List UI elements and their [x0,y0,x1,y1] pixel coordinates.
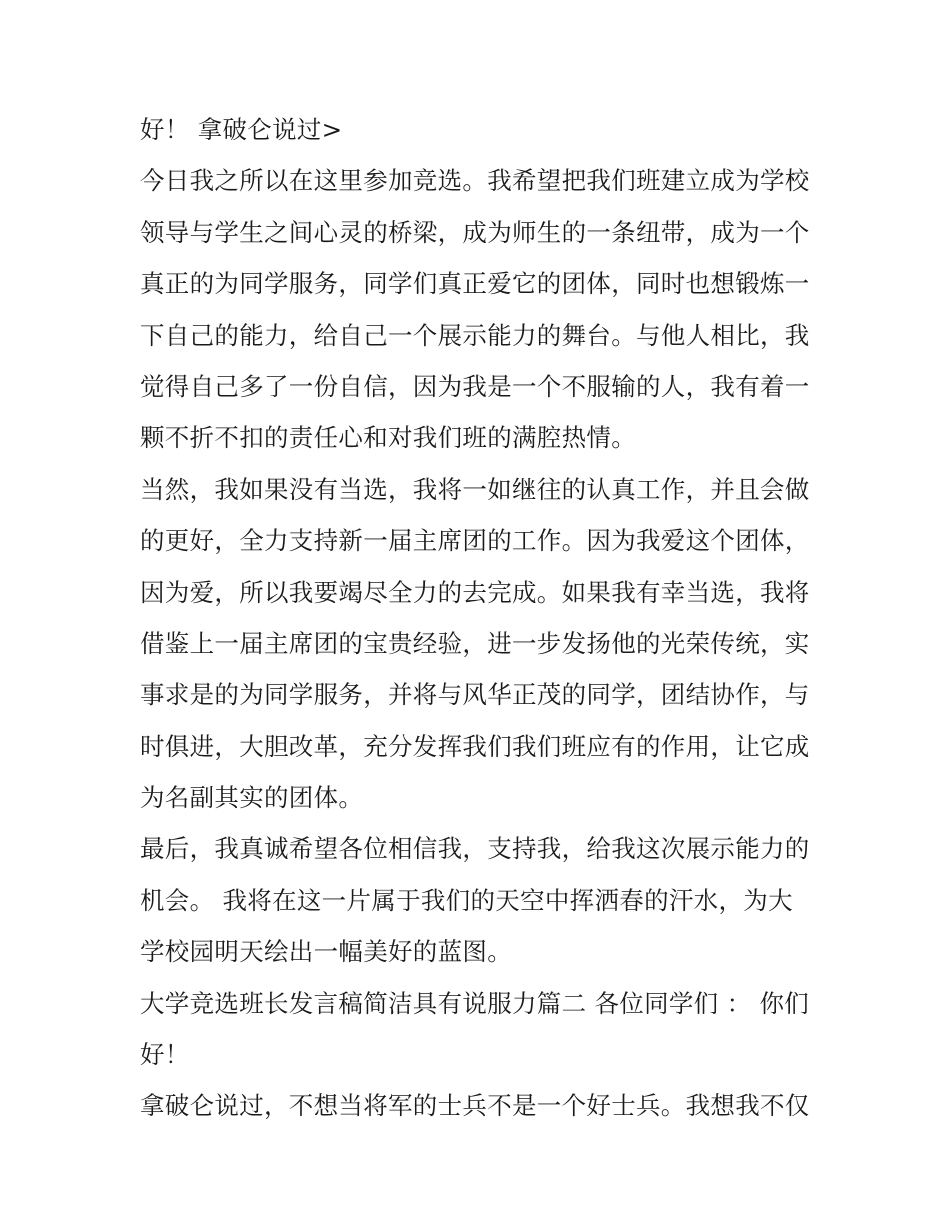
text-line: 颗不折不扣的责任心和对我们班的满腔热情。 [140,423,636,453]
document-body [140,104,840,1132]
text-line: 的更好，全力支持新一届主席团的工作。因为我爱这个团体， [140,526,810,556]
text-line: 事求是的为同学服务，并将与风华正茂的同学，团结协作，与 [140,680,810,710]
text-line: 拿破仑说过，不想当将军的士兵不是一个好士兵。我想我不仅 [140,1091,810,1121]
text-line: 因为爱，所以我要竭尽全力的去完成。如果我有幸当选，我将 [140,577,810,607]
text-line: 借鉴上一届主席团的宝贵经验，进一步发扬他的光荣传统，实 [140,628,810,658]
text-line: 领导与学生之间心灵的桥梁，成为师生的一条纽带，成为一个 [140,217,810,247]
text-line: 时俱进，大胆改革，充分发挥我们我们班应有的作用，让它成 [140,731,810,761]
text-line: 今日我之所以在这里参加竞选。我希望把我们班建立成为学校 [140,166,810,196]
text-line: 当然，我如果没有当选，我将一如继往的认真工作，并且会做 [140,474,810,504]
text-line: 好！ [140,1040,190,1070]
text-line: 好！ 拿破仑说过> [140,115,343,144]
text-line: 下自己的能力，给自己一个展示能力的舞台。与他人相比，我 [140,320,810,350]
text-line: 最后，我真诚希望各位相信我，支持我，给我这次展示能力的 [140,834,810,864]
text-line: 学校园明天绘出一幅美好的蓝图。 [140,937,512,967]
text-line: 大学竞选班长发言稿简洁具有说服力篇二 各位同学们 ： 你们 [140,988,810,1018]
text-line: 为名副其实的团体。 [140,783,364,813]
text-line: 机会。 我将在这一片属于我们的天空中挥洒春的汗水，为大 [140,885,793,915]
text-line: 觉得自己多了一份自信，因为我是一个不服输的人，我有着一 [140,371,810,401]
text-line: 真正的为同学服务，同学们真正爱它的团体，同时也想锻炼一 [140,269,810,299]
